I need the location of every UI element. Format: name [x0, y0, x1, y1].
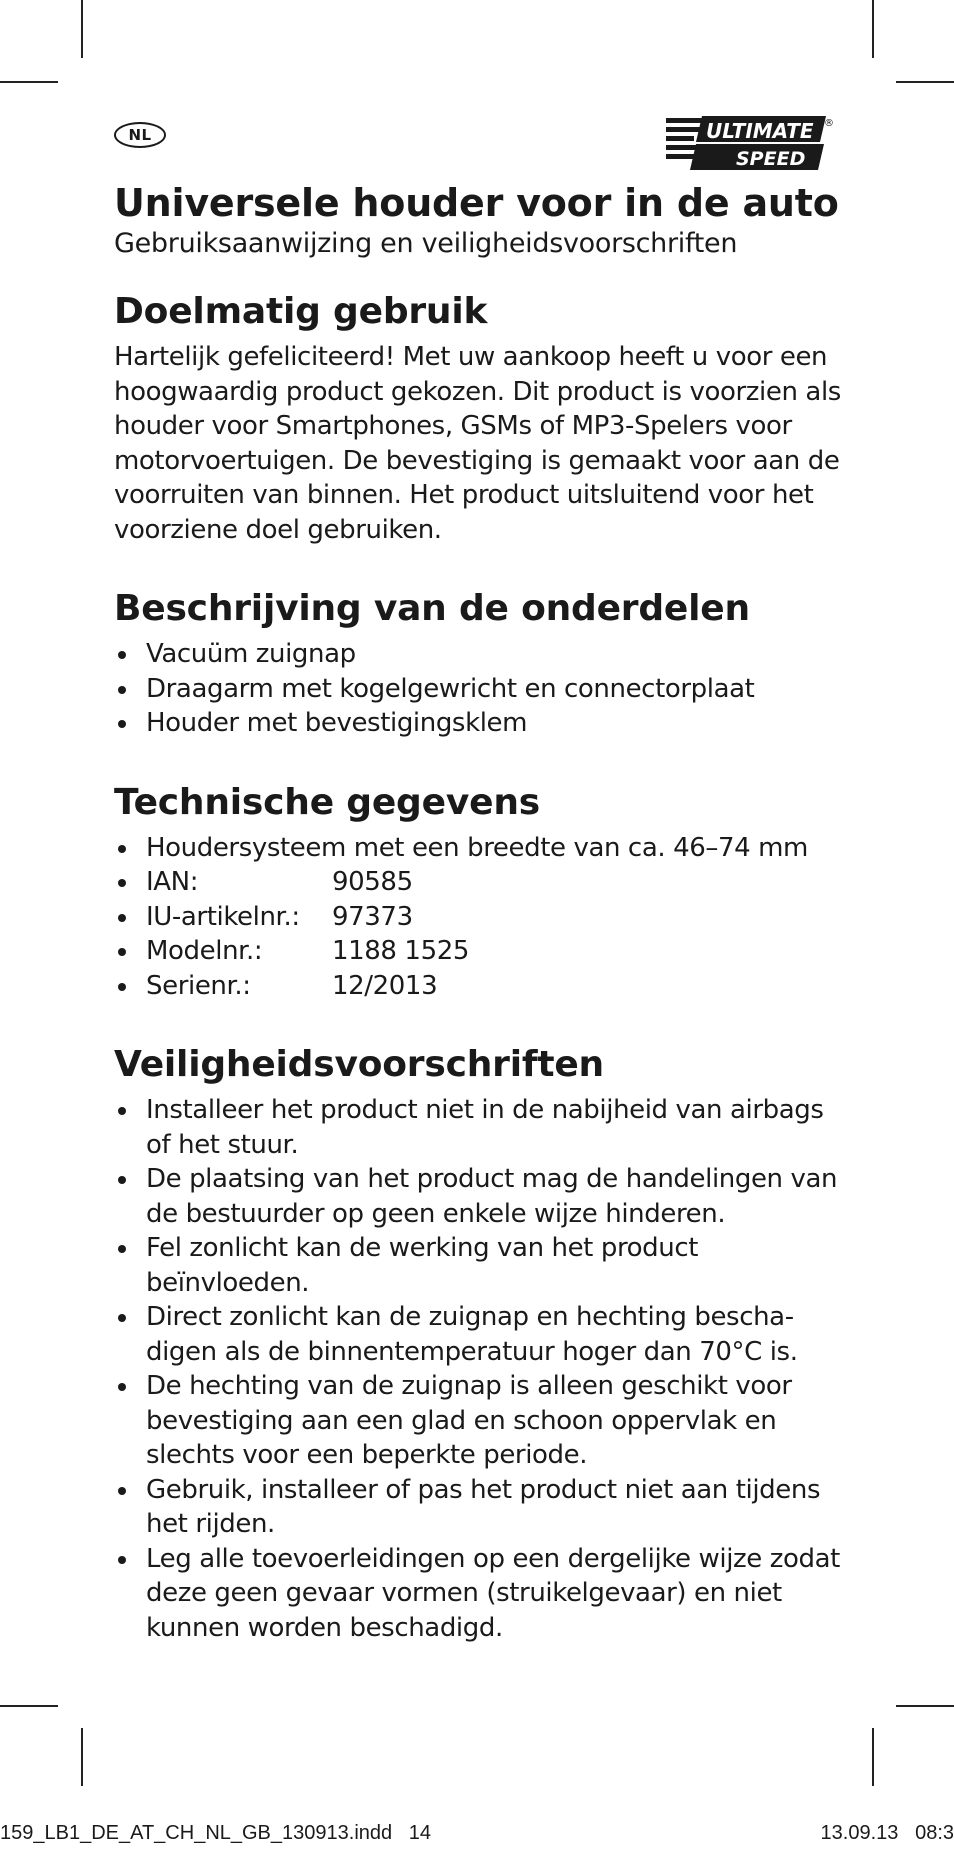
spec-label: IAN: — [146, 867, 199, 897]
safety-heading: Veiligheidsvoorschriften — [114, 1044, 604, 1085]
intended-use-heading: Doelmatig gebruik — [114, 291, 488, 332]
technical-list — [114, 831, 854, 1004]
crop-mark-bottom-right — [872, 1728, 874, 1786]
spec-row — [114, 934, 854, 969]
list-item: Direct zonlicht kan de zuignap en hechting bescha-digen als de binnentemperatuur hoger dan 70°C is. — [114, 1300, 854, 1369]
crop-mark-left-bottom — [0, 1705, 58, 1707]
intended-use-text: Hartelijk gefeliciteerd! Met uw aankoop heeft u voor een hoogwaardig product gekozen. Dit product is voorzien als houder voor Smartphones, GSMs of MP3-Spelers voor motorvoertuigen. De bevestiging is gemaakt voor aan de voorruiten van binnen. Het product uitsluitend voor het voorziene doel gebruiken. — [114, 342, 841, 545]
spec-value: 90585 — [332, 867, 413, 897]
spec-row — [114, 865, 854, 900]
file-info: 159_LB1_DE_AT_CH_NL_GB_130913.indd 14 — [0, 1822, 432, 1844]
document-subtitle: Gebruiksaanwijzing en veiligheidsvoorschriften — [114, 228, 738, 259]
spec-label: IU-artikelnr.: — [146, 901, 300, 932]
spec-label: Serienr.: — [146, 970, 251, 1001]
spec-label: Modelnr.: — [146, 936, 263, 966]
spec-value: 97373 — [332, 901, 413, 932]
crop-mark-right-top — [896, 81, 954, 83]
spec-value: 1188 1525 — [332, 936, 470, 966]
parts-list — [114, 637, 854, 741]
document-title: Universele houder voor in de auto — [114, 181, 839, 225]
list-item: Houder met bevestigingsklem — [114, 706, 854, 741]
ultimate-speed-logo-icon — [666, 114, 832, 172]
spec-row — [114, 900, 854, 935]
list-item: Draagarm met kogelgewricht en connectorplaat — [114, 672, 854, 707]
list-item: Gebruik, installeer of pas het product niet aan tijdens het rijden. — [114, 1473, 854, 1542]
document-content — [114, 180, 854, 1645]
technical-heading: Technische gegevens — [114, 781, 540, 823]
logo-text-line2: SPEED — [736, 148, 806, 170]
crop-mark-right-bottom — [896, 1705, 954, 1707]
language-code: NL — [128, 126, 152, 144]
list-item: Leg alle toevoerleidingen op een dergelijke wijze zodat deze geen gevaar vormen (struikelgevaar) en niet kunnen worden beschadigd. — [114, 1542, 854, 1646]
spec-value: 12/2013 — [332, 970, 438, 1001]
list-item: Houdersysteem met een breedte van ca. 46–74 mm — [114, 831, 854, 866]
parts-heading: Beschrijving van de onderdelen — [114, 588, 750, 629]
list-item: Vacuüm zuignap — [114, 637, 854, 672]
spec-row — [114, 969, 854, 1004]
list-item: De hechting van de zuignap is alleen geschikt voor bevestiging aan een glad en schoon oppervlak en slechts voor een beperkte periode. — [114, 1369, 854, 1473]
language-badge — [114, 122, 166, 148]
crop-mark-top-right — [872, 0, 874, 58]
print-date: 13.09.13 08:3 — [820, 1822, 954, 1844]
safety-list — [114, 1093, 854, 1645]
list-item: Fel zonlicht kan de werking van het product beïnvloeden. — [114, 1231, 854, 1300]
logo-registered-mark: ® — [824, 118, 834, 129]
logo-text-line1: ULTIMATE — [706, 119, 814, 143]
crop-mark-bottom-left — [81, 1728, 83, 1786]
crop-mark-top-left — [81, 0, 83, 58]
list-item: Installeer het product niet in de nabijheid van airbags of het stuur. — [114, 1093, 854, 1162]
brand-logo — [666, 114, 832, 172]
list-item: De plaatsing van het product mag de handelingen van de bestuurder op geen enkele wijze hinderen. — [114, 1162, 854, 1231]
crop-mark-left-top — [0, 81, 58, 83]
